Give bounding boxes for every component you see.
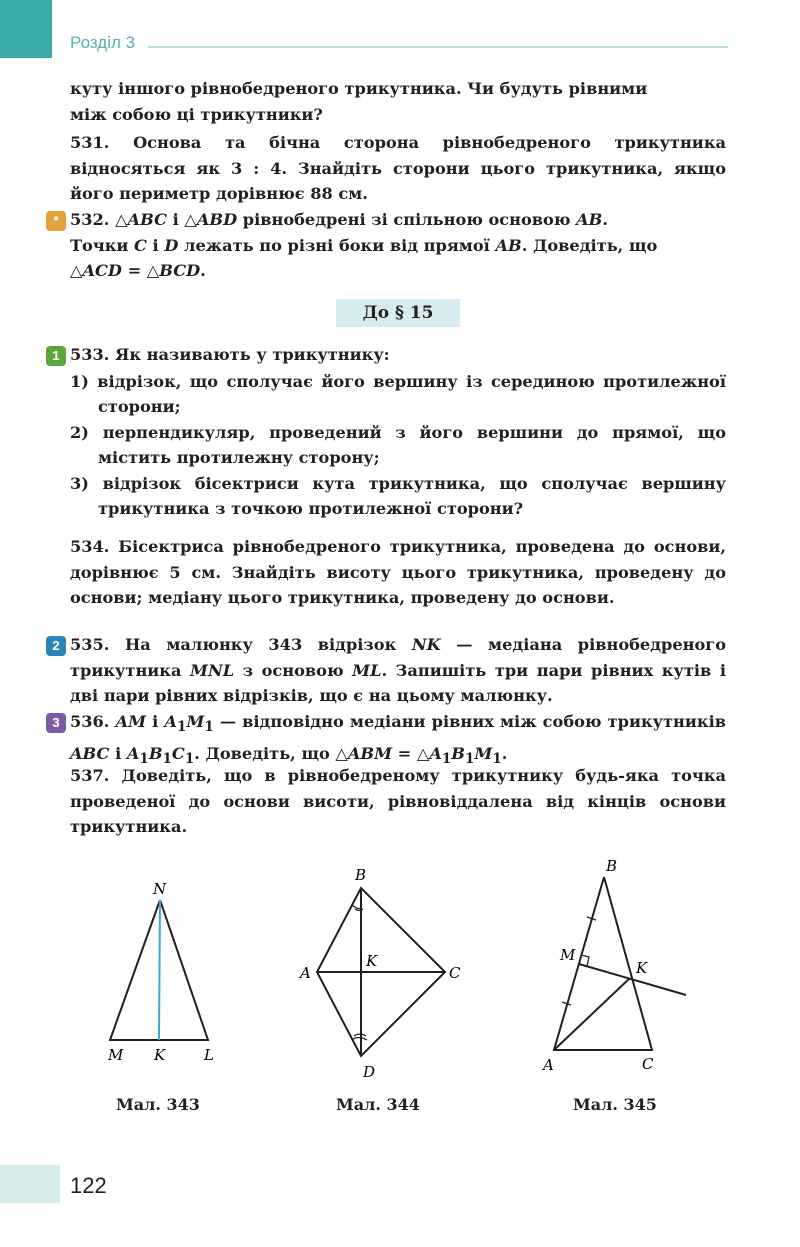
angle-mark-b	[352, 905, 361, 909]
problem-number: 533.	[70, 345, 110, 364]
label-n: N	[153, 880, 167, 898]
figure-344	[295, 860, 475, 1090]
label-m: M	[108, 1046, 124, 1064]
difficulty-level-3-icon: 3	[46, 713, 66, 733]
problem-535: 535. На малюнку 343 відрізок NK — медіана рівнобедреного трикутника MNL з основою ML. Запишіть три пари рівних кутів і дві пари рівних відрізків, що є на цьому малюнку.	[70, 635, 726, 705]
difficulty-level-2-icon: 2	[46, 636, 66, 656]
difficulty-star-icon: *	[46, 211, 66, 231]
problem-text: Основа та бічна сторона рівнобедреного трикутника відносяться як 3 : 4. Знайдіть сторони цього трикутника, якщо його периметр дорівнює 88 см.	[70, 133, 726, 203]
figure-344-caption: Мал. 344	[336, 1095, 420, 1114]
label-b: B	[355, 866, 367, 884]
problem-number: 534.	[70, 537, 110, 556]
label-c: C	[642, 1055, 654, 1073]
problem-536: 536. AM і $A_1M_1$ — відповідно медіани рівних між собою трикутників ABC і $A_1B_1C_1$. Доведіть, що △ABM = $\triangle A_1B_1M_1$.	[70, 712, 726, 767]
label-k: K	[366, 952, 378, 970]
label-k: K	[154, 1046, 166, 1064]
label-l: L	[204, 1046, 214, 1064]
problem-533: 533. Як називають у трикутнику: 1) відрізок, що сполучає його вершину із серединою протилежної сторони; 2) перпендикуляр, проведений з його вершини до прямої, що містить протилежну сторону; 3) відрізок бісектриси кута трикутника, що сполучає вершину трикутника з точкою протилежної сторони?	[70, 342, 726, 522]
problem-532: 532. △ABC і △ABD рівнобедрені зі спільною основою AB. Точки C і D лежать по різні боки від прямої AB. Доведіть, що △ACD = △BCD.	[70, 210, 658, 280]
angle-mark-d	[352, 1038, 367, 1041]
footer-accent-bar	[0, 1165, 60, 1203]
angle-mark-b2	[355, 909, 363, 911]
problem-537: 537. Доведіть, що в рівнобедреному трикутнику будь-яка точка проведеної до основи висоти, рівновіддалена від кінців основи трикутника.	[70, 766, 726, 836]
problem-531	[70, 130, 726, 207]
label-k: K	[636, 959, 648, 977]
label-a: A	[543, 1056, 554, 1074]
label-m: M	[560, 946, 576, 964]
label-d: D	[363, 1063, 376, 1081]
header-rule	[148, 46, 728, 48]
section-title: До § 15	[336, 299, 460, 327]
problem-534: 534. Бісектриса рівнобедреного трикутника, проведена до основи, дорівнює 5 см. Знайдіть висоту цього трикутника, проведену до основи; медіану цього трикутника, проведену до основи.	[70, 537, 727, 607]
page-number: 122	[70, 1173, 107, 1198]
section-label: Розділ 3	[70, 33, 136, 52]
problem-number: 536.	[70, 712, 110, 731]
label-c: C	[449, 964, 461, 982]
list-item: 2) перпендикуляр, проведений з його вершини до прямої, що містить протилежну сторону;	[70, 422, 726, 467]
list-item: 1) відрізок, що сполучає його вершину із серединою протилежної сторони;	[70, 371, 726, 416]
figure-345-caption: Мал. 345	[573, 1095, 657, 1114]
header-accent-bar	[0, 0, 52, 58]
list-item: 3) відрізок бісектриси кута трикутника, що сполучає вершину трикутника з точкою протилежної сторони?	[70, 473, 726, 518]
figure-343-caption: Мал. 343	[116, 1095, 200, 1114]
label-b: B	[606, 857, 618, 875]
problem-number: 537.	[70, 766, 110, 785]
difficulty-level-1-icon: 1	[46, 346, 66, 366]
perpendicular-line	[579, 964, 686, 995]
label-a: A	[300, 964, 311, 982]
problem-number: 532.	[70, 210, 110, 229]
problem-530-continuation: куту іншого рівнобедреного трикутника. Чи будуть рівними між собою ці трикутники?	[70, 79, 648, 124]
problem-number: 531.	[70, 133, 110, 152]
figure-343	[100, 870, 220, 1070]
median-nk	[159, 900, 160, 1040]
problem-number: 535.	[70, 635, 110, 654]
figure-345	[540, 855, 700, 1075]
